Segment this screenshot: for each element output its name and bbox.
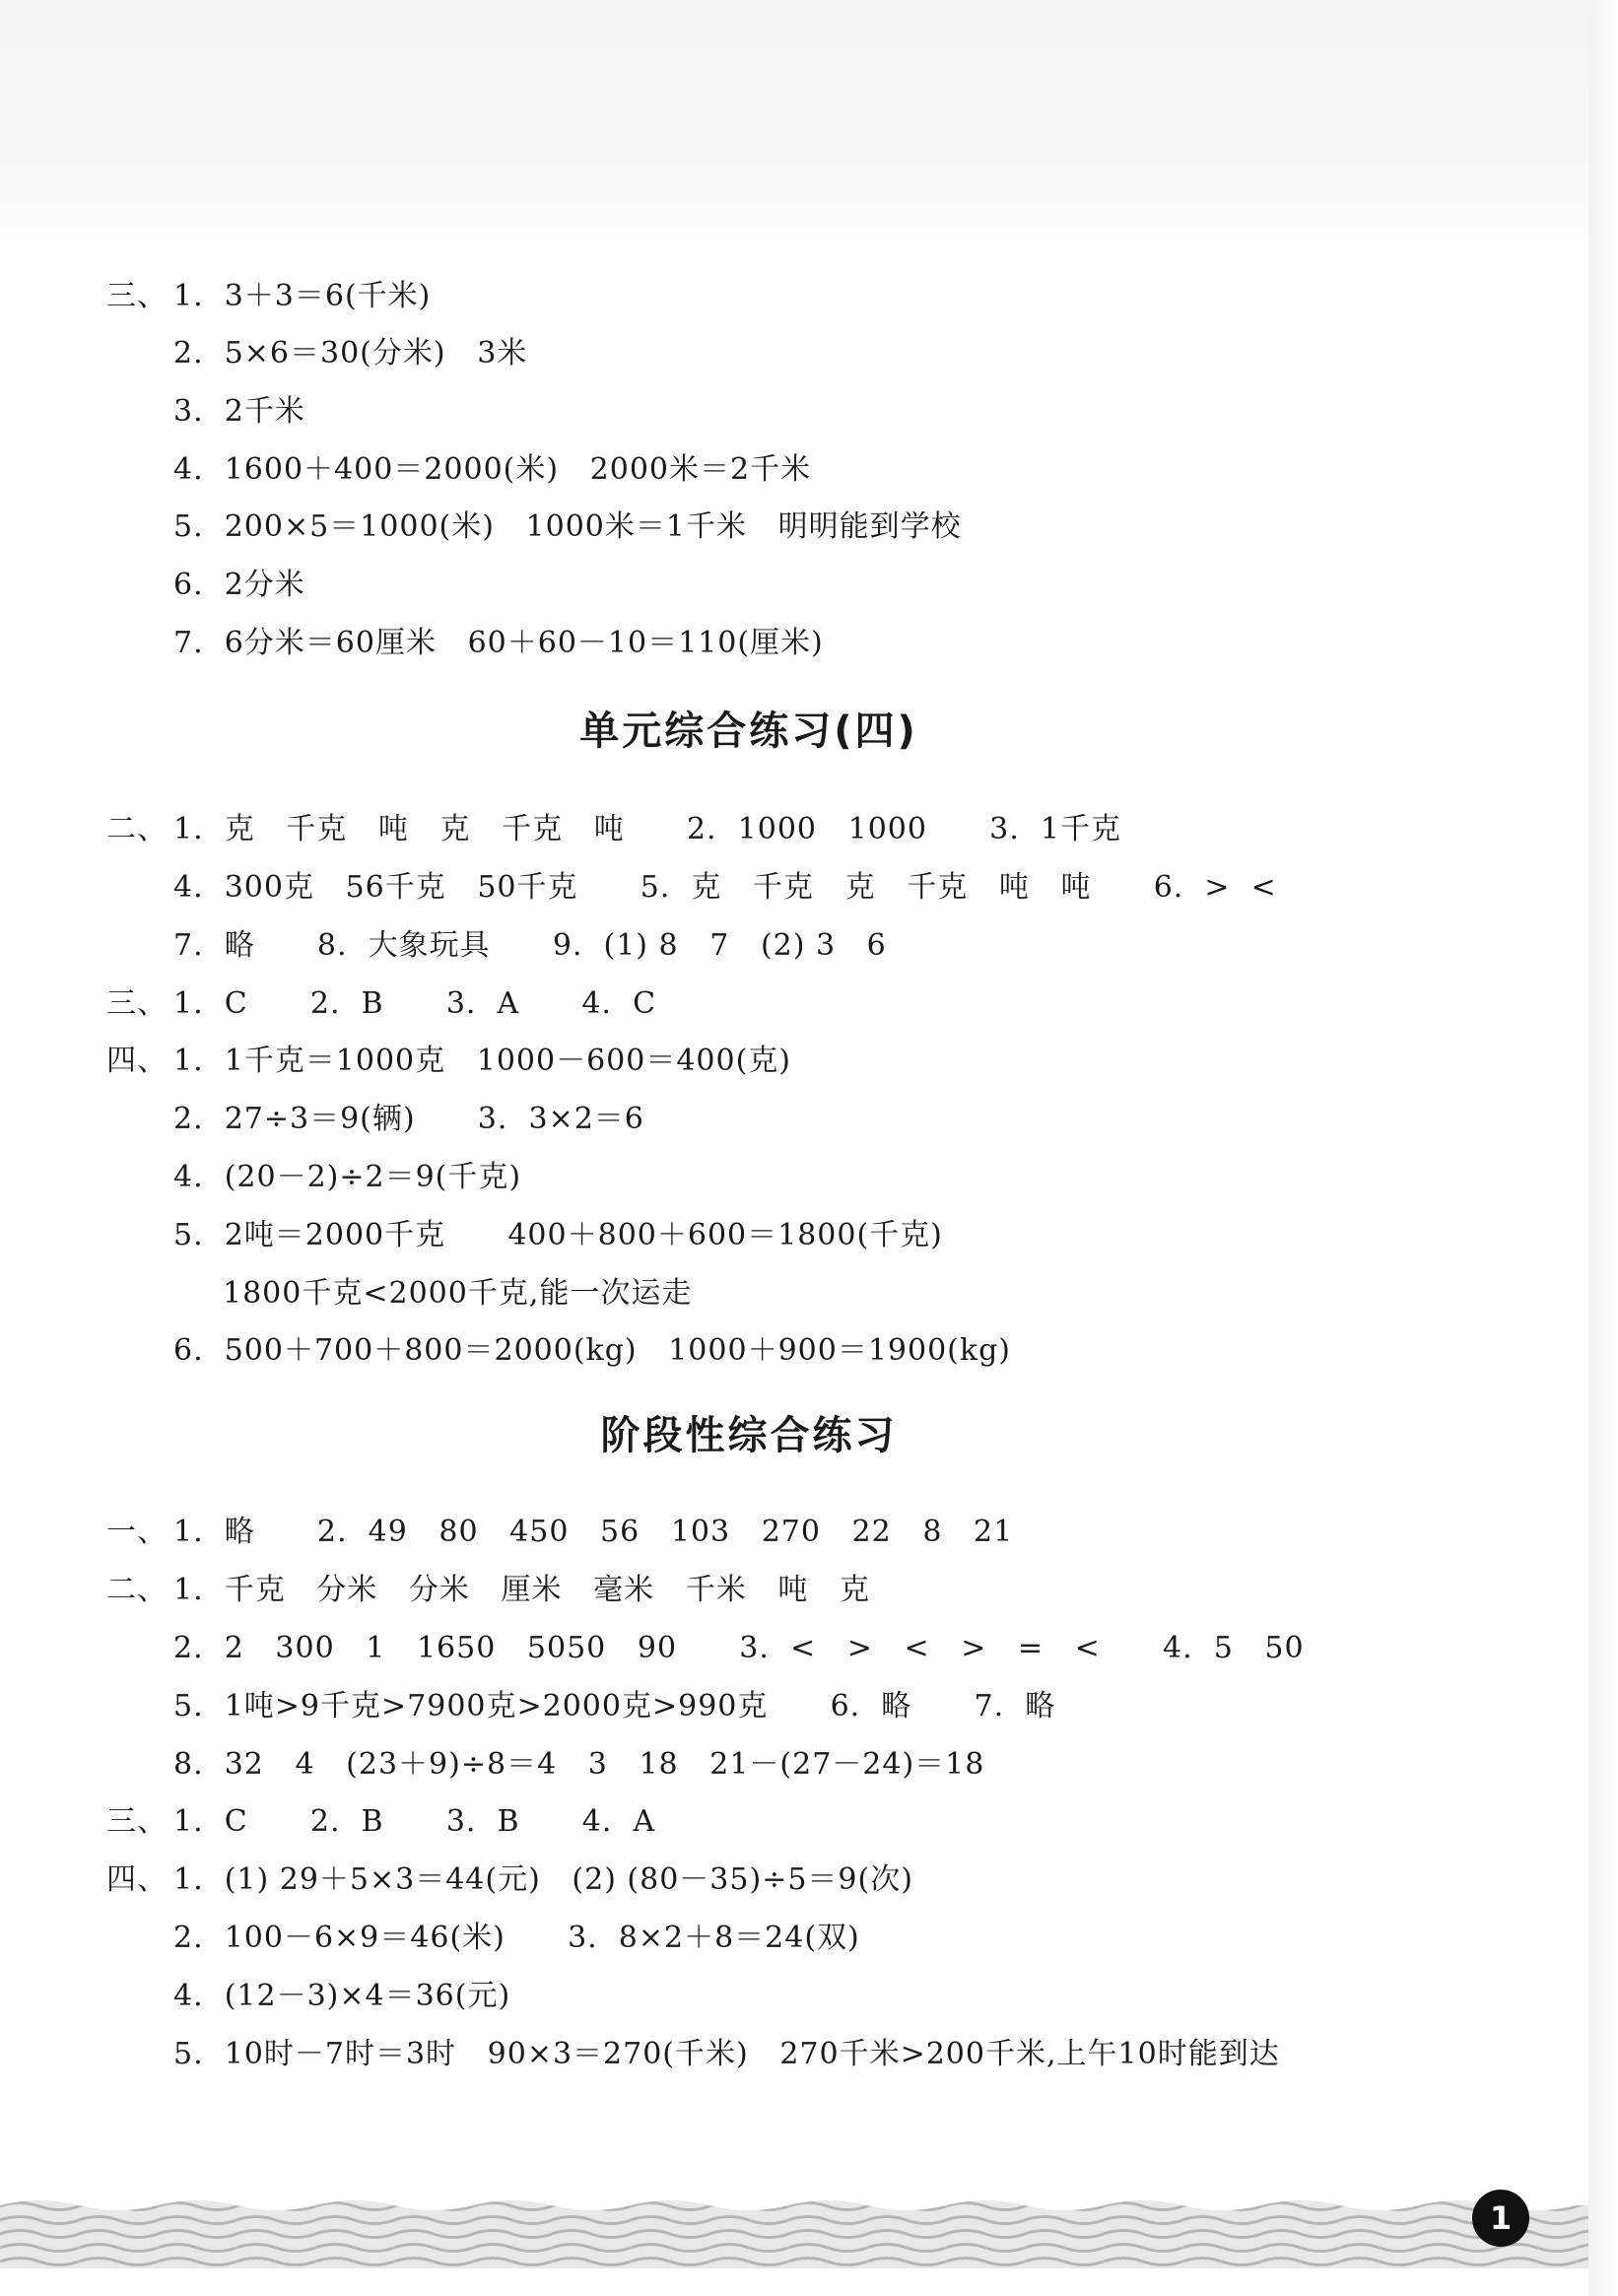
section-label: 一、 xyxy=(106,1515,168,1549)
answer-line: 1. C 2. B 3. A 4. C xyxy=(173,986,657,1021)
answer-line: 6. 2分米 xyxy=(173,568,305,602)
section-label: 四、 xyxy=(106,1044,168,1078)
answer-line: 5. 200×5＝1000(米) 1000米＝1千米 明明能到学校 xyxy=(173,509,962,544)
section-label: 三、 xyxy=(106,1804,168,1839)
answer-line: 1. (1) 29＋5×3＝44(元) (2) (80－35)÷5＝9(次) xyxy=(173,1862,913,1897)
section-label: 三、 xyxy=(106,986,168,1021)
answer-line: 7. 略 8. 大象玩具 9. (1) 8 7 (2) 3 6 xyxy=(173,928,887,963)
answer-line: 4. 1600＋400＝2000(米) 2000米＝2千米 xyxy=(173,452,812,487)
answer-line: 1. C 2. B 3. B 4. A xyxy=(173,1804,656,1839)
section-label: 二、 xyxy=(106,812,168,846)
page-number-badge: 1 xyxy=(1472,2190,1529,2247)
answer-line: 1. 克 千克 吨 克 千克 吨 2. 1000 1000 3. 1千克 xyxy=(173,812,1121,846)
answer-line: 1800千克<2000千克,能一次运走 xyxy=(223,1276,693,1311)
section-title: 单元综合练习(四) xyxy=(579,709,918,754)
answer-line: 3. 2千米 xyxy=(173,394,305,429)
answer-line: 4. (12－3)×4＝36(元) xyxy=(173,1979,511,2013)
answer-line: 2. 5×6＝30(分米) 3米 xyxy=(173,336,528,371)
answer-line: 1. 略 2. 49 80 450 56 103 270 22 8 21 xyxy=(173,1515,1014,1549)
answer-line: 1. 1千克＝1000克 1000－600＝400(克) xyxy=(173,1044,792,1078)
section-label: 四、 xyxy=(106,1862,168,1897)
wave-decoration xyxy=(0,2199,1588,2268)
answer-line: 8. 32 4 (23＋9)÷8＝4 3 18 21－(27－24)＝18 xyxy=(173,1747,985,1782)
answer-line: 4. (20－2)÷2＝9(千克) xyxy=(173,1160,522,1194)
answer-line: 6. 500＋700＋800＝2000(kg) 1000＋900＝1900(kg) xyxy=(173,1333,1011,1368)
answer-line: 1. 3＋3＝6(千米) xyxy=(173,279,432,313)
answer-line: 4. 300克 56千克 50千克 5. 克 千克 克 千克 吨 吨 6. > < xyxy=(173,870,1277,905)
answer-line: 5. 1吨>9千克>7900克>2000克>990克 6. 略 7. 略 xyxy=(173,1689,1056,1723)
section-label: 三、 xyxy=(106,279,168,313)
page-edge xyxy=(1588,0,1618,2296)
answer-line: 2. 2 300 1 1650 5050 90 3. < > < > = < 4. 5 50 xyxy=(173,1631,1305,1665)
section-title: 阶段性综合练习 xyxy=(600,1413,898,1458)
answer-line: 1. 千克 分米 分米 厘米 毫米 千米 吨 克 xyxy=(173,1573,870,1607)
answer-line: 5. 2吨＝2000千克 400＋800＋600＝1800(千克) xyxy=(173,1218,943,1252)
answer-line: 5. 10时－7时＝3时 90×3＝270(千米) 270千米>200千米,上午10时能到达 xyxy=(173,2037,1280,2071)
answer-line: 2. 27÷3＝9(辆) 3. 3×2＝6 xyxy=(173,1102,644,1136)
answer-line: 7. 6分米＝60厘米 60＋60－10＝110(厘米) xyxy=(173,626,824,660)
answer-line: 2. 100－6×9＝46(米) 3. 8×2＋8＝24(双) xyxy=(173,1921,860,1955)
section-label: 二、 xyxy=(106,1573,168,1607)
